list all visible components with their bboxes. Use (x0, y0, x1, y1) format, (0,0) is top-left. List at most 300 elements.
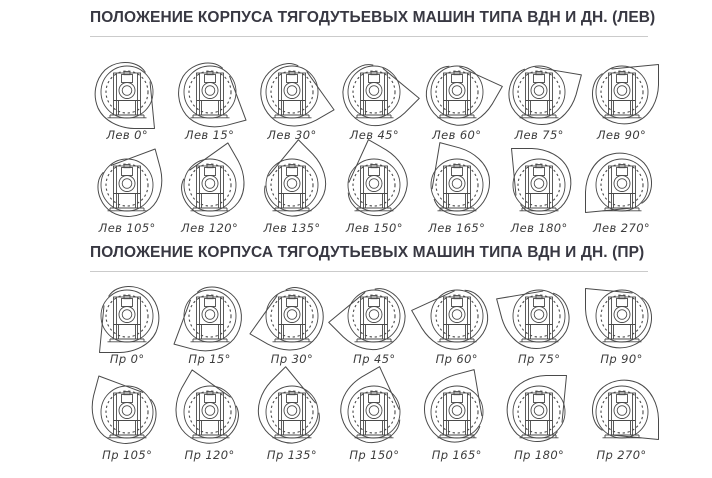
fan-diagram (416, 372, 498, 452)
fan-cell (498, 52, 580, 142)
fan-diagram (251, 276, 333, 356)
volute-casing-outline (423, 143, 497, 222)
pedestal (613, 101, 630, 116)
fan-angle-label: Лев 30° (267, 128, 317, 142)
fan-cell (251, 276, 333, 366)
casing-circle (266, 159, 318, 211)
motor-frame (361, 166, 388, 208)
title-divider-lev (90, 36, 648, 37)
terminal-box (286, 395, 297, 403)
impeller-dashed-circle (271, 391, 313, 433)
base-feet (190, 208, 229, 211)
casing-circle (101, 386, 153, 438)
base-feet (190, 339, 229, 342)
base-feet (437, 115, 476, 118)
bearing-inner-circle (370, 179, 380, 189)
pedestal (119, 421, 136, 436)
base-feet (108, 208, 147, 211)
fan-diagram (416, 145, 498, 225)
fan-angle-label: Пр 180° (514, 448, 565, 462)
casing-circle (596, 290, 648, 342)
terminal-box (204, 395, 215, 403)
motor-frame (526, 73, 553, 115)
pedestal (283, 421, 300, 436)
motor-frame (608, 297, 635, 339)
base-feet (355, 115, 394, 118)
fan-angle-label: Лев 75° (514, 128, 564, 142)
volute-casing-outline (512, 149, 571, 215)
motor-frame (443, 297, 470, 339)
casing-circle (513, 159, 565, 211)
fan-grid-row (86, 145, 663, 235)
pedestal (448, 421, 465, 436)
pedestal (119, 325, 136, 340)
bearing-outer-circle (119, 83, 135, 99)
base-feet (520, 339, 559, 342)
impeller-dashed-circle (189, 71, 231, 113)
fan-angle-label: Пр 270° (596, 448, 647, 462)
fan-cell (86, 145, 168, 235)
terminal-box (534, 75, 545, 83)
pedestal (366, 325, 383, 340)
casing-circle (348, 386, 400, 438)
fan-angle-label: Пр 165° (431, 448, 482, 462)
fan-diagram (169, 372, 251, 452)
impeller-dashed-circle (353, 391, 395, 433)
impeller-dashed-circle (518, 71, 560, 113)
terminal-box (369, 299, 380, 307)
fan-cell (580, 145, 662, 235)
terminal-box (616, 75, 627, 83)
bearing-inner-circle (370, 310, 380, 320)
bearing-inner-circle (617, 86, 627, 96)
fan-angle-label: Пр 75° (517, 352, 561, 366)
impeller-dashed-circle (106, 295, 148, 337)
casing-circle (266, 66, 318, 118)
motor-frame (526, 393, 553, 435)
fan-angle-label: Пр 15° (188, 352, 231, 366)
base-feet (355, 208, 394, 211)
terminal-box (451, 299, 462, 307)
fan-angle-label: Пр 90° (600, 352, 643, 366)
base-feet (355, 435, 394, 438)
motor-frame (608, 73, 635, 115)
impeller-dashed-circle (189, 164, 231, 206)
base-feet (190, 435, 229, 438)
bearing-inner-circle (205, 310, 215, 320)
impeller-dashed-circle (518, 391, 560, 433)
fan-diagram (251, 52, 333, 132)
bearing-inner-circle (287, 406, 297, 416)
volute-casing-outline (417, 370, 491, 449)
impeller-dashed-circle (518, 295, 560, 337)
bearing-outer-circle (284, 83, 300, 99)
base-feet (602, 115, 641, 118)
motor-frame (114, 297, 141, 339)
bearing-inner-circle (205, 406, 215, 416)
fan-angle-label: Пр 60° (435, 352, 478, 366)
casing-circle (513, 386, 565, 438)
fan-cell (168, 276, 250, 366)
bearing-outer-circle (284, 307, 300, 323)
fan-angle-label: Лев 135° (263, 221, 321, 235)
pedestal (119, 101, 136, 116)
fan-angle-label: Пр 105° (102, 448, 153, 462)
casing-circle (101, 159, 153, 211)
bearing-outer-circle (284, 403, 300, 419)
fan-cell (168, 52, 250, 142)
bearing-outer-circle (119, 307, 135, 323)
fan-angle-label: Лев 120° (181, 221, 239, 235)
terminal-box (204, 75, 215, 83)
motor-frame (114, 393, 141, 435)
bearing-inner-circle (534, 406, 544, 416)
base-feet (272, 339, 311, 342)
terminal-box (616, 299, 627, 307)
fan-angle-label: Лев 15° (184, 128, 235, 142)
impeller-dashed-circle (106, 391, 148, 433)
volute-casing-outline (252, 140, 341, 229)
bearing-outer-circle (366, 403, 382, 419)
pedestal (613, 421, 630, 436)
fan-diagram (581, 52, 663, 132)
volute-casing-outline (244, 367, 333, 456)
volute-casing-outline (585, 153, 651, 212)
impeller-dashed-circle (436, 71, 478, 113)
pedestal (613, 325, 630, 340)
casing-circle (596, 386, 648, 438)
bearing-inner-circle (534, 310, 544, 320)
impeller-dashed-circle (601, 295, 643, 337)
base-feet (602, 339, 641, 342)
base-feet (108, 115, 147, 118)
impeller-dashed-circle (271, 295, 313, 337)
fan-diagram (86, 276, 168, 356)
pedestal (201, 421, 218, 436)
base-feet (520, 115, 559, 118)
casing-circle (266, 386, 318, 438)
fan-angle-label: Лев 60° (432, 128, 482, 142)
fan-cell (86, 276, 168, 366)
bearing-outer-circle (531, 307, 547, 323)
casing-circle (513, 66, 565, 118)
base-feet (437, 208, 476, 211)
terminal-box (534, 299, 545, 307)
fan-cell (416, 145, 498, 235)
bearing-inner-circle (287, 86, 297, 96)
casing-circle (348, 66, 400, 118)
bearing-outer-circle (614, 307, 630, 323)
impeller-dashed-circle (601, 391, 643, 433)
terminal-box (534, 168, 545, 176)
fan-cell (416, 52, 498, 142)
casing-circle (266, 290, 318, 342)
bearing-inner-circle (287, 310, 297, 320)
casing-circle (596, 66, 648, 118)
bearing-outer-circle (202, 403, 218, 419)
bearing-inner-circle (205, 86, 215, 96)
section-title-pr: ПОЛОЖЕНИЕ КОРПУСА ТЯГОДУТЬЕВЫХ МАШИН ТИПА ВДН И ДН. (ПР) (90, 244, 645, 261)
pedestal (283, 101, 300, 116)
motor-frame (361, 73, 388, 115)
casing-circle (184, 290, 236, 342)
terminal-box (204, 299, 215, 307)
motor-frame (443, 73, 470, 115)
bearing-outer-circle (119, 176, 135, 192)
impeller-dashed-circle (271, 71, 313, 113)
fan-angle-label: Лев 90° (596, 128, 647, 142)
volute-casing-outline (502, 58, 581, 132)
fan-angle-label: Пр 30° (270, 352, 314, 366)
bearing-inner-circle (617, 179, 627, 189)
motor-frame (608, 393, 635, 435)
terminal-box (286, 168, 297, 176)
pedestal (201, 194, 218, 209)
impeller-dashed-circle (353, 71, 395, 113)
base-feet (437, 339, 476, 342)
fan-angle-label: Лев 150° (345, 221, 403, 235)
fan-cell (251, 145, 333, 235)
pedestal (448, 101, 465, 116)
pedestal (119, 194, 136, 209)
impeller-dashed-circle (436, 391, 478, 433)
motor-frame (278, 393, 305, 435)
terminal-box (122, 75, 133, 83)
casing-circle (513, 290, 565, 342)
casing-circle (184, 66, 236, 118)
motor-frame (526, 297, 553, 339)
bearing-inner-circle (287, 179, 297, 189)
pedestal (531, 421, 548, 436)
bearing-inner-circle (205, 179, 215, 189)
fan-angle-label: Пр 45° (353, 352, 396, 366)
terminal-box (122, 395, 133, 403)
bearing-inner-circle (452, 179, 462, 189)
fan-angle-label: Лев 270° (593, 221, 651, 235)
terminal-box (369, 168, 380, 176)
fan-diagram (581, 276, 663, 356)
pedestal (531, 101, 548, 116)
fan-diagram (251, 145, 333, 225)
base-feet (272, 208, 311, 211)
bearing-outer-circle (449, 83, 465, 99)
bearing-inner-circle (122, 86, 132, 96)
fan-diagram (169, 276, 251, 356)
casing-circle (348, 159, 400, 211)
terminal-box (451, 395, 462, 403)
fan-cell (251, 372, 333, 462)
motor-frame (278, 297, 305, 339)
bearing-outer-circle (284, 176, 300, 192)
terminal-box (286, 299, 297, 307)
impeller-dashed-circle (353, 295, 395, 337)
pedestal (283, 194, 300, 209)
terminal-box (451, 75, 462, 83)
pedestal (531, 325, 548, 340)
fan-grid-row (86, 52, 663, 142)
fan-angle-label: Лев 165° (428, 221, 486, 235)
motor-frame (443, 166, 470, 208)
bearing-outer-circle (449, 403, 465, 419)
fan-cell (580, 52, 662, 142)
base-feet (108, 435, 147, 438)
fan-cell (251, 52, 333, 142)
bearing-inner-circle (122, 179, 132, 189)
fan-diagram (498, 145, 580, 225)
fan-angle-label: Пр 0° (109, 352, 145, 366)
pedestal (448, 194, 465, 209)
fan-cell (168, 145, 250, 235)
bearing-outer-circle (614, 403, 630, 419)
fan-cell (86, 372, 168, 462)
fan-diagram (169, 145, 251, 225)
fan-diagram (581, 145, 663, 225)
pedestal (366, 194, 383, 209)
fan-diagram (416, 276, 498, 356)
motor-frame (361, 393, 388, 435)
fan-diagram (86, 372, 168, 452)
bearing-outer-circle (614, 176, 630, 192)
volute-casing-outline (592, 380, 658, 439)
motor-frame (196, 297, 223, 339)
motor-frame (114, 73, 141, 115)
terminal-box (616, 168, 627, 176)
bearing-outer-circle (531, 83, 547, 99)
pedestal (613, 194, 630, 209)
impeller-dashed-circle (518, 164, 560, 206)
fan-angle-label: Лев 105° (98, 221, 156, 235)
casing-circle (101, 66, 153, 118)
bearing-inner-circle (452, 86, 462, 96)
base-feet (108, 339, 147, 342)
bearing-outer-circle (202, 307, 218, 323)
bearing-outer-circle (531, 403, 547, 419)
pedestal (283, 325, 300, 340)
terminal-box (286, 75, 297, 83)
casing-circle (101, 290, 153, 342)
bearing-outer-circle (449, 176, 465, 192)
pedestal (201, 101, 218, 116)
fan-cell (498, 276, 580, 366)
fan-diagram (86, 145, 168, 225)
fan-diagram (581, 372, 663, 452)
bearing-outer-circle (366, 176, 382, 192)
bearing-inner-circle (370, 86, 380, 96)
fan-cell (498, 372, 580, 462)
fan-cell (333, 52, 415, 142)
fan-diagram (86, 52, 168, 132)
terminal-box (534, 395, 545, 403)
base-feet (190, 115, 229, 118)
impeller-dashed-circle (353, 164, 395, 206)
terminal-box (122, 168, 133, 176)
fan-angle-label: Пр 135° (266, 448, 318, 462)
volute-casing-outline (95, 62, 154, 128)
fan-diagram (498, 276, 580, 356)
terminal-box (451, 168, 462, 176)
volute-casing-outline (507, 376, 566, 442)
motor-frame (196, 393, 223, 435)
terminal-box (616, 395, 627, 403)
impeller-dashed-circle (601, 71, 643, 113)
base-feet (272, 435, 311, 438)
fan-diagram (416, 52, 498, 132)
title-divider-pr (90, 271, 648, 272)
fan-cell (86, 52, 168, 142)
fan-angle-label: Лев 180° (510, 221, 568, 235)
terminal-box (369, 395, 380, 403)
fan-diagram (333, 145, 415, 225)
fan-diagram (498, 52, 580, 132)
bearing-outer-circle (366, 83, 382, 99)
fan-cell (498, 145, 580, 235)
impeller-dashed-circle (436, 164, 478, 206)
volute-casing-outline (497, 282, 576, 356)
casing-circle (431, 66, 483, 118)
impeller-dashed-circle (106, 71, 148, 113)
impeller-dashed-circle (601, 164, 643, 206)
casing-circle (596, 159, 648, 211)
motor-frame (278, 166, 305, 208)
fan-diagram (333, 52, 415, 132)
impeller-dashed-circle (189, 295, 231, 337)
fan-cell (580, 276, 662, 366)
motor-frame (443, 393, 470, 435)
terminal-box (369, 75, 380, 83)
fan-diagram (333, 276, 415, 356)
casing-circle (431, 386, 483, 438)
casing-circle (431, 159, 483, 211)
motor-frame (278, 73, 305, 115)
pedestal (201, 325, 218, 340)
fan-diagram (333, 372, 415, 452)
volute-casing-outline (171, 56, 245, 135)
motor-frame (361, 297, 388, 339)
bearing-outer-circle (202, 83, 218, 99)
bearing-inner-circle (617, 310, 627, 320)
fan-angle-label: Лев 45° (349, 128, 400, 142)
motor-frame (196, 166, 223, 208)
fan-diagram (169, 52, 251, 132)
motor-frame (526, 166, 553, 208)
casing-circle (348, 290, 400, 342)
bearing-inner-circle (534, 179, 544, 189)
bearing-outer-circle (614, 83, 630, 99)
pedestal (531, 194, 548, 209)
bearing-inner-circle (534, 86, 544, 96)
fan-cell (416, 276, 498, 366)
base-feet (355, 339, 394, 342)
motor-frame (114, 166, 141, 208)
volute-casing-outline (174, 280, 248, 359)
fan-angle-label: Пр 150° (349, 448, 400, 462)
bearing-inner-circle (122, 406, 132, 416)
bearing-outer-circle (202, 176, 218, 192)
fan-cell (333, 372, 415, 462)
bearing-inner-circle (617, 406, 627, 416)
base-feet (437, 435, 476, 438)
fan-cell (580, 372, 662, 462)
fan-diagram (498, 372, 580, 452)
casing-circle (431, 290, 483, 342)
fan-cell (333, 276, 415, 366)
fan-cell (168, 372, 250, 462)
casing-circle (184, 159, 236, 211)
impeller-dashed-circle (271, 164, 313, 206)
pedestal (366, 101, 383, 116)
fan-cell (333, 145, 415, 235)
fan-grid-row (86, 372, 663, 462)
